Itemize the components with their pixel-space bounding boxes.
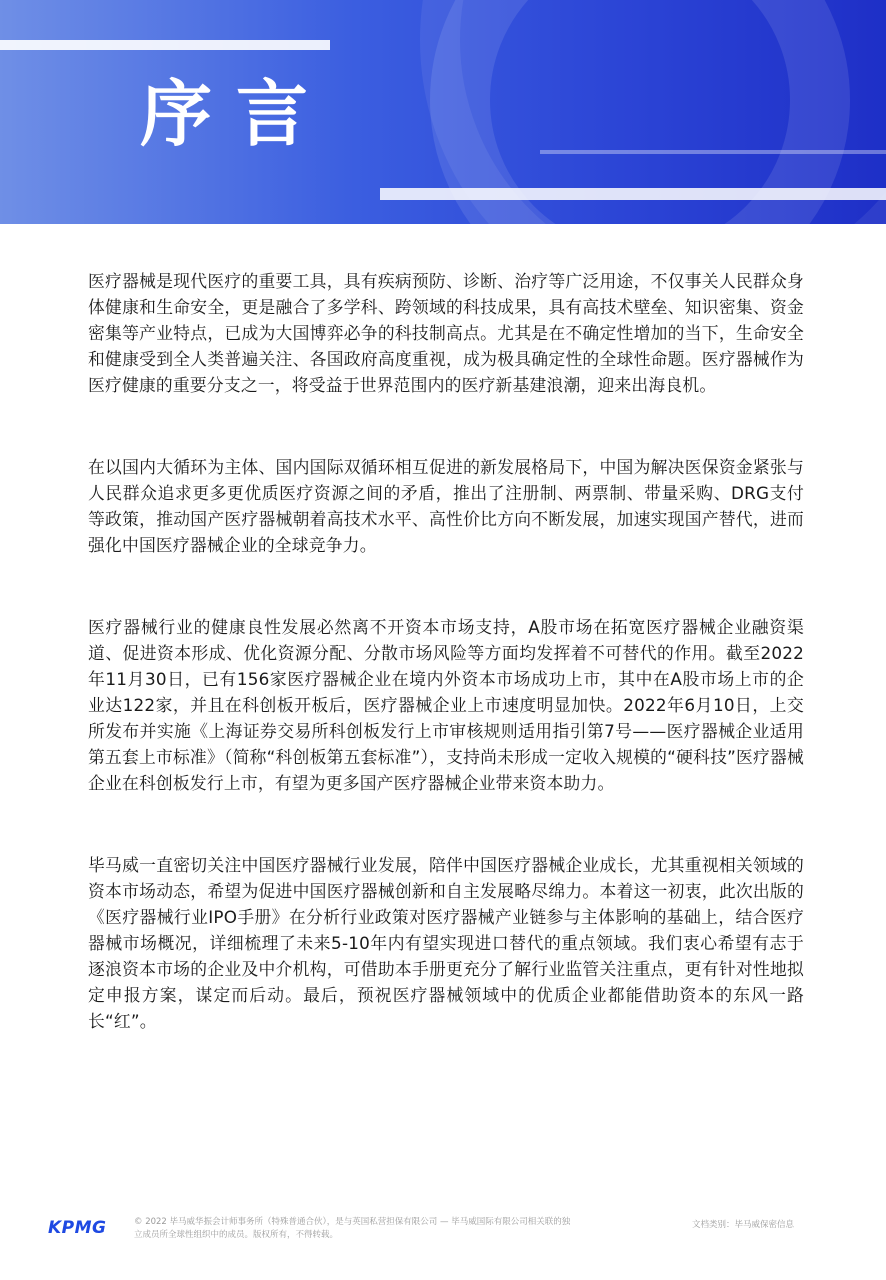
copyright-text: © 2022 毕马威华振会计师事务所（特殊普通合伙），是与英国私营担保有限公司 — 毕马威国际有限公司相关联的独立成员所全球性组织中的成员。版权所有，不得转载。 — [134, 1217, 571, 1240]
preface-body — [88, 268, 804, 1090]
document-classification: 文档类别：毕马威保密信息 — [691, 1220, 794, 1230]
page-footer — [0, 1210, 886, 1250]
kpmg-logo: KPMG — [48, 1218, 107, 1238]
banner-decoration — [0, 0, 886, 224]
paragraph: 医疗器械是现代医疗的重要工具，具有疾病预防、诊断、治疗等广泛用途，不仅事关人民群众身体健康和生命安全，更是融合了多学科、跨领域的科技成果，具有高技术壁垒、知识密集、资金密集等产业特点，已成为大国博弈必争的科技制高点。尤其是在不确定性增加的当下，生命安全和健康受到全人类普遍关注、各国政府高度重视，成为极具确定性的全球性命题。医疗器械作为医疗健康的重要分支之一，将受益于世界范围内的医疗新基建浪潮，迎来出海良机。 — [88, 271, 804, 395]
paragraph: 毕马威一直密切关注中国医疗器械行业发展，陪伴中国医疗器械企业成长，尤其重视相关领域的资本市场动态，希望为促进中国医疗器械创新和自主发展略尽绵力。本着这一初衷，此次出版的《医疗器械行业IPO手册》在分析行业政策对医疗器械产业链参与主体影响的基础上，结合医疗器械市场概况，详细梳理了未来5-10年内有望实现进口替代的重点领域。我们衷心希望有志于逐浪资本市场的企业及中介机构，可借助本手册更充分了解行业监管关注重点，更有针对性地拟定申报方案，谋定而后动。最后，预祝医疗器械领域中的优质企业都能借助资本的东风一路长“红”。 — [88, 855, 804, 1031]
page-title: 序言 — [140, 72, 333, 156]
header-banner — [0, 0, 886, 224]
paragraph: 医疗器械行业的健康良性发展必然离不开资本市场支持，A股市场在拓宽医疗器械企业融资渠道、促进资本形成、优化资源分配、分散市场风险等方面均发挥着不可替代的作用。截至2022年11月30日，已有156家医疗器械企业在境内外资本市场成功上市，其中在A股市场上市的企业达122家，并且在科创板开板后，医疗器械企业上市速度明显加快。2022年6月10日，上交所发布并实施《上海证券交易所科创板发行上市审核规则适用指引第7号——医疗器械企业适用第五套上市标准》（简称“科创板第五套标准”），支持尚未形成一定收入规模的“硬科技”医疗器械企业在科创板发行上市，有望为更多国产医疗器械企业带来资本助力。 — [88, 617, 804, 793]
paragraph: 在以国内大循环为主体、国内国际双循环相互促进的新发展格局下，中国为解决医保资金紧张与人民群众追求更多更优质医疗资源之间的矛盾，推出了注册制、两票制、带量采购、DRG支付等政策，推动国产医疗器械朝着高技术水平、高性价比方向不断发展，加速实现国产替代，进而强化中国医疗器械企业的全球竞争力。 — [88, 457, 804, 555]
